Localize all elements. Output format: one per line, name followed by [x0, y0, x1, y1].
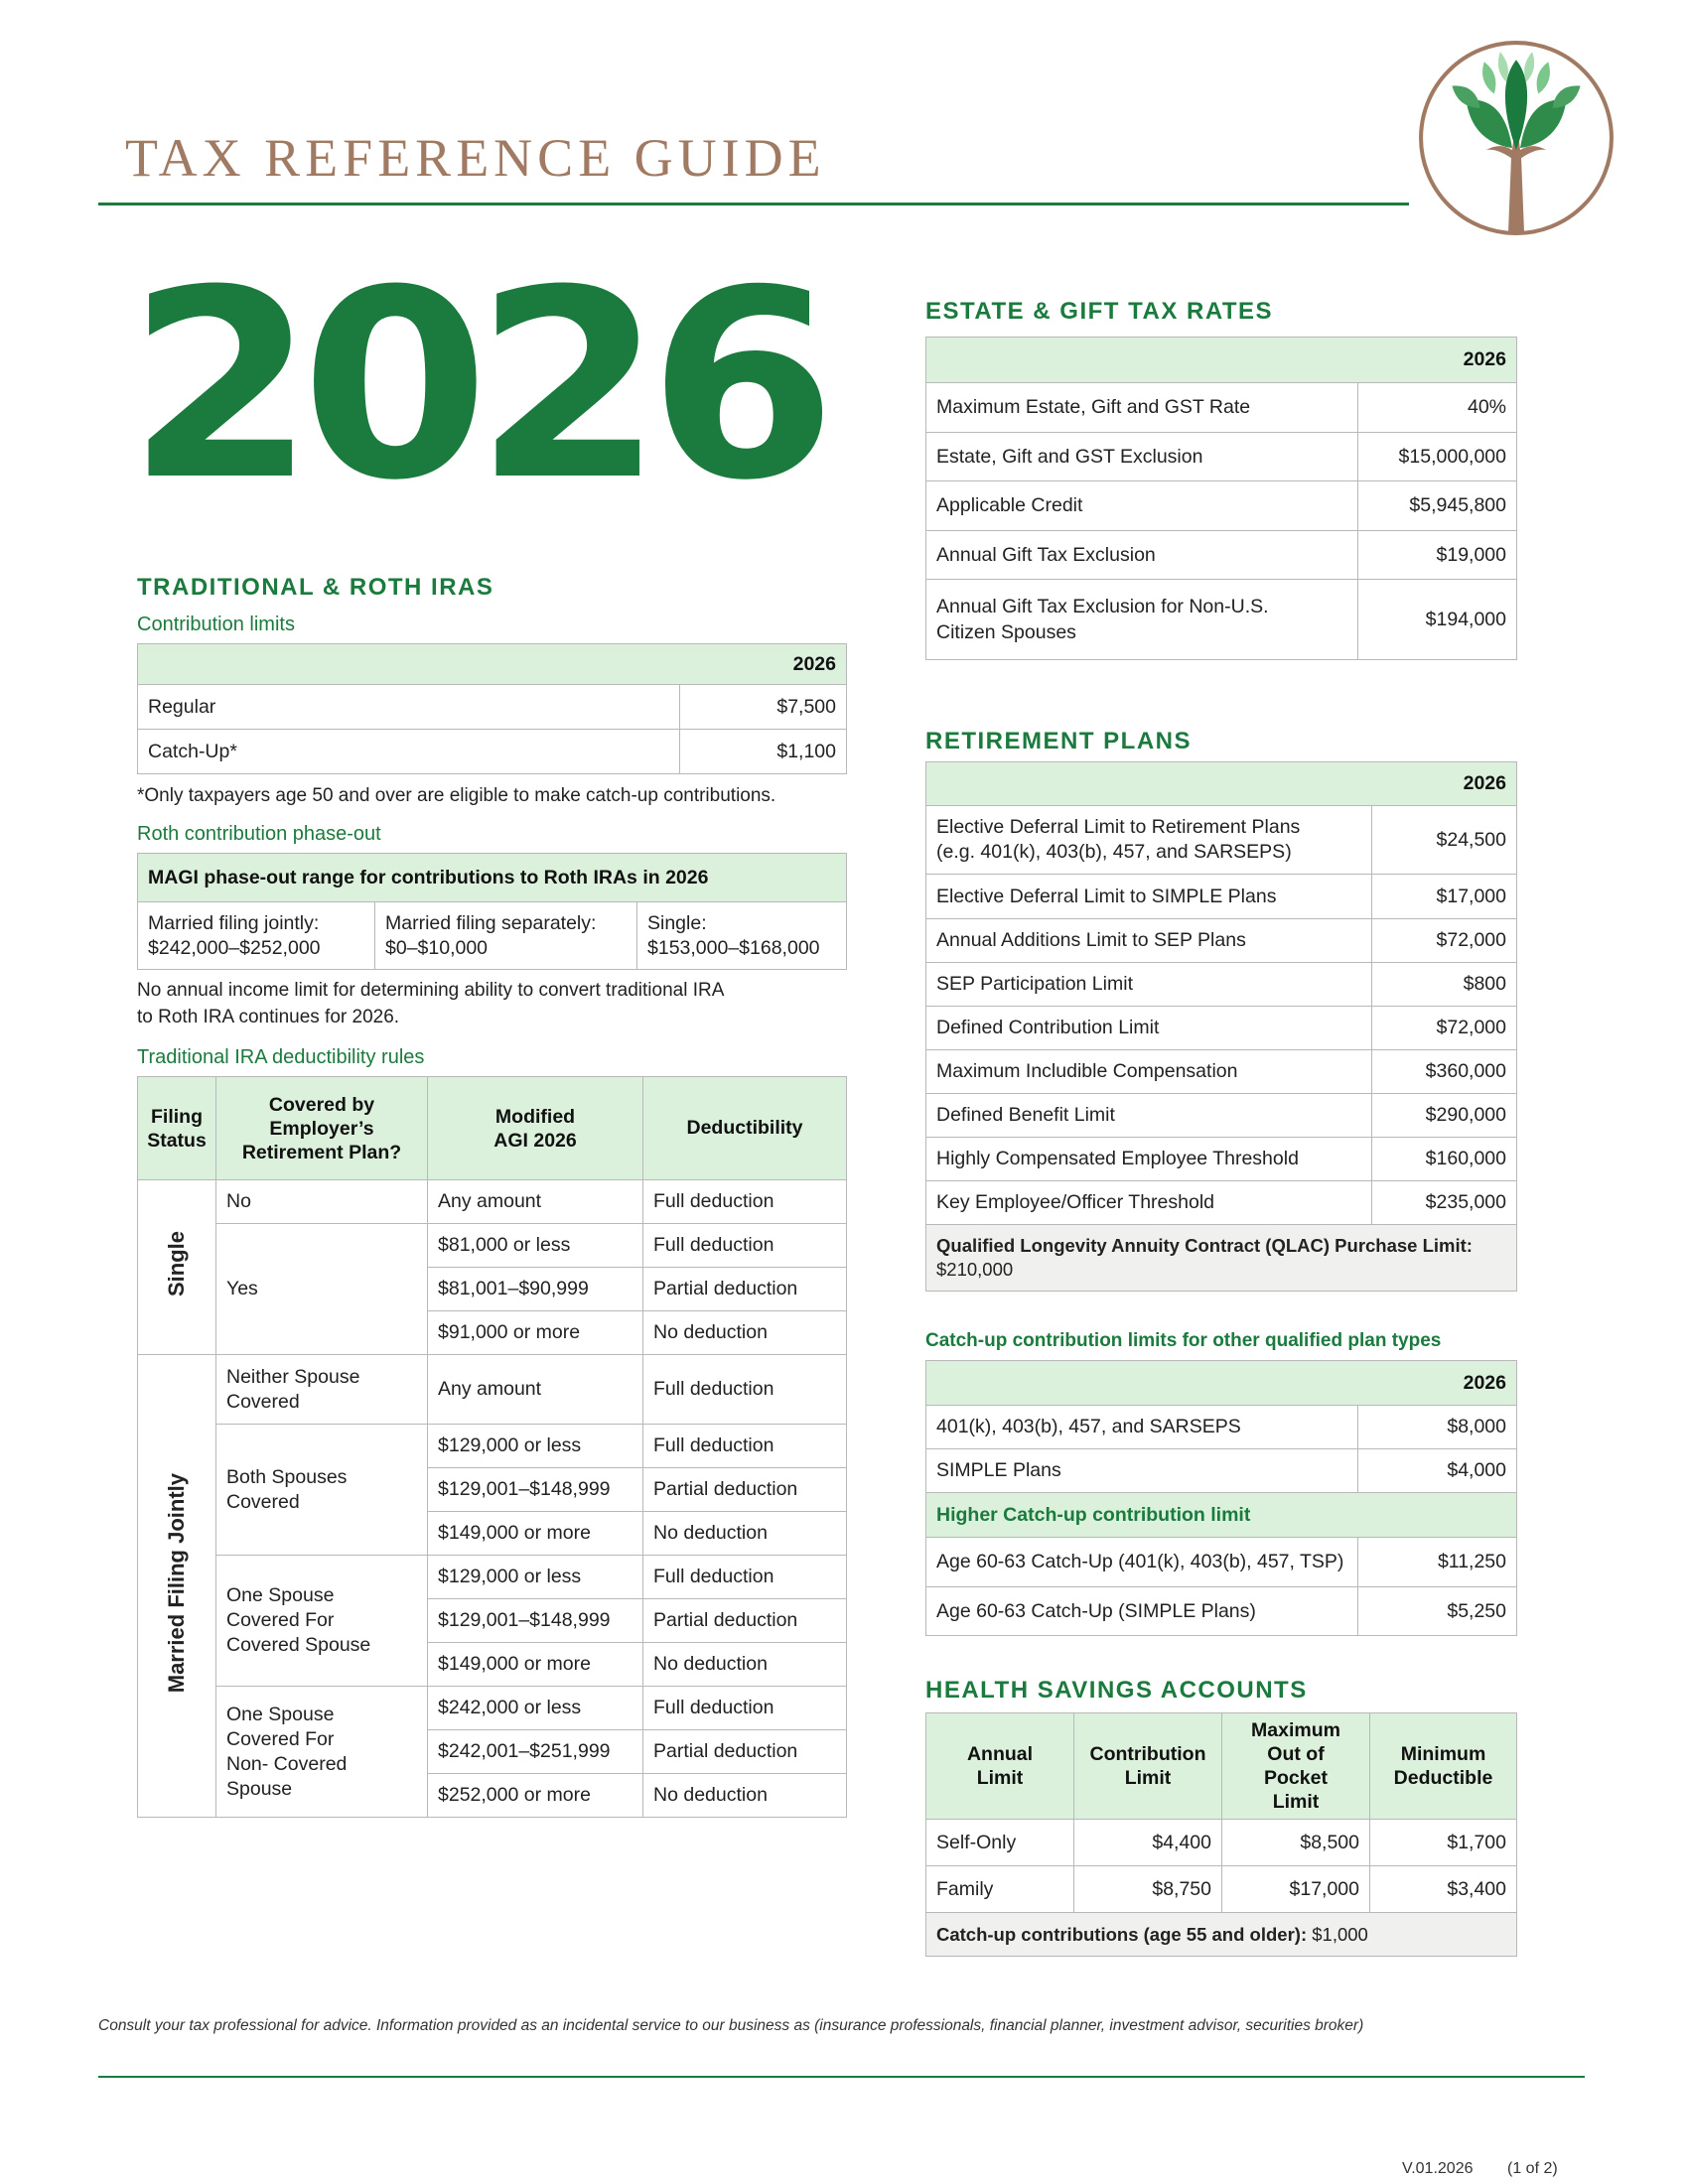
catchup-row-value: $5,250: [1358, 1587, 1517, 1636]
retirement-row-value: $24,500: [1372, 806, 1517, 875]
retirement-row-value: $800: [1372, 963, 1517, 1007]
deductibility-table: [137, 1076, 847, 1818]
estate-row-label: Annual Gift Tax Exclusion: [926, 531, 1358, 580]
version-label: V.01.2026: [1402, 2160, 1474, 2177]
title-divider: [98, 203, 1409, 205]
hsa-max-value: $17,000: [1222, 1866, 1370, 1913]
hsa-contribution-header: [1074, 1713, 1222, 1820]
deductibility-header: Deductibility: [643, 1077, 847, 1180]
retirement-row-value: $17,000: [1372, 875, 1517, 919]
roth-single-cell: [637, 902, 847, 970]
hsa-contribution-value: $8,750: [1074, 1866, 1222, 1913]
roth-single-range: $153,000–$168,000: [647, 936, 820, 959]
hsa-header-line: Out of: [1267, 1743, 1325, 1765]
deduction-cell: No deduction: [643, 1311, 847, 1355]
covered-line: Neither Spouse: [226, 1365, 360, 1388]
agi-cell: $91,000 or more: [428, 1311, 643, 1355]
estate-row-value: $5,945,800: [1358, 481, 1517, 531]
hsa-header-line: Minimum: [1400, 1743, 1486, 1765]
estate-year-header: 2026: [926, 338, 1517, 383]
deduction-cell: Full deduction: [643, 1355, 847, 1425]
agi-cell: $129,000 or less: [428, 1556, 643, 1599]
hsa-section-title: HEALTH SAVINGS ACCOUNTS: [925, 1677, 1308, 1704]
retirement-row-label: Maximum Includible Compensation: [926, 1050, 1372, 1094]
deduction-cell: Partial deduction: [643, 1730, 847, 1774]
covered-cell: Yes: [216, 1224, 428, 1355]
hsa-row-label: Family: [926, 1866, 1074, 1913]
hsa-contribution-value: $4,400: [1074, 1820, 1222, 1866]
deduction-cell: No deduction: [643, 1512, 847, 1556]
qlac-value: $210,000: [936, 1259, 1014, 1280]
covered-line: One Spouse: [226, 1584, 335, 1606]
roth-mfj-range: $242,000–$252,000: [148, 936, 321, 959]
covered-line: Spouse: [226, 1777, 293, 1800]
retirement-section-title: RETIREMENT PLANS: [925, 728, 1193, 754]
agi-cell: $242,000 or less: [428, 1687, 643, 1730]
catchup-row-label: 401(k), 403(b), 457, and SARSEPS: [926, 1406, 1358, 1449]
estate-row-label: [926, 580, 1358, 660]
regular-value: $7,500: [680, 685, 847, 730]
catchup-row-label: Age 60-63 Catch-Up (401(k), 403(b), 457, TSP): [926, 1538, 1358, 1587]
estate-section-title: ESTATE & GIFT TAX RATES: [925, 298, 1274, 325]
magi-header-line-1: Modified: [494, 1105, 576, 1128]
hsa-catchup-cell: [926, 1913, 1517, 1957]
deduction-cell: Full deduction: [643, 1180, 847, 1224]
roth-phaseout-header: MAGI phase-out range for contributions to Roth IRAs in 2026: [138, 854, 847, 902]
hsa-header-line: Maximum: [1251, 1719, 1340, 1741]
filing-header-line-2: Status: [147, 1129, 207, 1152]
retirement-row-label: Annual Additions Limit to SEP Plans: [926, 919, 1372, 963]
deductibility-subtitle: Traditional IRA deductibility rules: [137, 1046, 425, 1068]
agi-cell: Any amount: [428, 1355, 643, 1425]
contribution-limits-subtitle: Contribution limits: [137, 614, 295, 635]
hsa-annual-header: [926, 1713, 1074, 1820]
deduction-cell: No deduction: [643, 1774, 847, 1818]
deduction-cell: Full deduction: [643, 1556, 847, 1599]
mfj-status-cell: [138, 1355, 216, 1818]
retirement-label-line: (e.g. 401(k), 403(b), 457, and SARSEPS): [936, 841, 1292, 863]
retirement-table: [925, 761, 1517, 1292]
agi-cell: Any amount: [428, 1180, 643, 1224]
retirement-row-label: SEP Participation Limit: [926, 963, 1372, 1007]
hsa-header-line: Limit: [976, 1767, 1024, 1789]
covered-line: Covered For: [226, 1609, 335, 1631]
catchup-label: Catch-Up*: [138, 730, 680, 774]
hsa-max-value: $8,500: [1222, 1820, 1370, 1866]
agi-cell: $129,001–$148,999: [428, 1599, 643, 1643]
retirement-row-value: $72,000: [1372, 919, 1517, 963]
catchup-year-header: 2026: [926, 1361, 1517, 1406]
higher-catchup-label: Higher Catch-up contribution limit: [926, 1493, 1517, 1538]
roth-mfs-range: $0–$10,000: [385, 936, 489, 959]
regular-label: Regular: [138, 685, 680, 730]
convert-note-line-2: to Roth IRA continues for 2026.: [137, 1007, 400, 1027]
hsa-header-line: Annual: [966, 1743, 1034, 1765]
roth-phaseout-table: [137, 853, 847, 970]
roth-mfs-label: Married filing separately:: [385, 911, 597, 934]
qlac-cell: [926, 1225, 1517, 1292]
catchup-value: $1,100: [680, 730, 847, 774]
covered-cell: No: [216, 1180, 428, 1224]
covered-line: Covered For: [226, 1727, 335, 1750]
deduction-cell: Partial deduction: [643, 1268, 847, 1311]
hsa-catchup-value: $1,000: [1312, 1923, 1368, 1945]
estate-row-value: $194,000: [1358, 580, 1517, 660]
estate-label-line: Citizen Spouses: [936, 621, 1076, 643]
single-status-cell: [138, 1180, 216, 1355]
retirement-row-value: $360,000: [1372, 1050, 1517, 1094]
covered-header-line-1: Covered by: [268, 1093, 375, 1116]
retirement-label-line: Elective Deferral Limit to Retirement Plans: [936, 816, 1301, 838]
catchup-row-value: $4,000: [1358, 1449, 1517, 1493]
roth-mfj-cell: [138, 902, 375, 970]
hsa-header-line: Deductible: [1393, 1767, 1493, 1789]
magi-header-line-2: AGI 2026: [493, 1129, 577, 1152]
covered-line: Covered: [226, 1390, 300, 1413]
hsa-table: [925, 1712, 1517, 1957]
hsa-catchup-label: Catch-up contributions (age 55 and older):: [936, 1923, 1308, 1945]
hsa-row-label: Self-Only: [926, 1820, 1074, 1866]
qlac-label: Qualified Longevity Annuity Contract (QLAC) Purchase Limit:: [936, 1235, 1473, 1256]
contribution-year-header: 2026: [138, 644, 847, 685]
deduction-cell: Full deduction: [643, 1425, 847, 1468]
covered-line: Non- Covered: [226, 1752, 348, 1775]
year-heading: 2026: [127, 234, 823, 537]
hsa-header-line: Contribution: [1089, 1743, 1206, 1765]
covered-header-line-2: Employer’s: [269, 1117, 374, 1140]
covered-header-line-3: Retirement Plan?: [241, 1141, 402, 1163]
single-label: Single: [164, 1231, 189, 1297]
retirement-row-value: $235,000: [1372, 1181, 1517, 1225]
hsa-max-oop-header: [1222, 1713, 1370, 1820]
covered-cell: [216, 1687, 428, 1818]
hsa-header-line: Limit: [1124, 1767, 1172, 1789]
retirement-row-label: Defined Benefit Limit: [926, 1094, 1372, 1138]
catchup-table: [925, 1360, 1517, 1636]
footer-divider: [98, 2076, 1585, 2078]
covered-cell: [216, 1425, 428, 1556]
roth-single-label: Single:: [647, 911, 707, 934]
estate-row-label: Applicable Credit: [926, 481, 1358, 531]
estate-row-value: $15,000,000: [1358, 433, 1517, 481]
covered-line: Covered: [226, 1490, 300, 1513]
covered-cell: [216, 1556, 428, 1687]
deduction-cell: No deduction: [643, 1643, 847, 1687]
estate-row-label: Maximum Estate, Gift and GST Rate: [926, 383, 1358, 433]
retirement-row-label: Highly Compensated Employee Threshold: [926, 1138, 1372, 1181]
retirement-row-value: $290,000: [1372, 1094, 1517, 1138]
agi-cell: $242,001–$251,999: [428, 1730, 643, 1774]
estate-row-value: 40%: [1358, 383, 1517, 433]
roth-mfj-label: Married filing jointly:: [148, 911, 320, 934]
deduction-cell: Full deduction: [643, 1224, 847, 1268]
covered-line: One Spouse: [226, 1703, 335, 1725]
ira-section-title: TRADITIONAL & ROTH IRAS: [137, 574, 494, 601]
hsa-header-line: Limit: [1272, 1791, 1320, 1813]
roth-mfs-cell: [375, 902, 637, 970]
convert-note: [137, 977, 724, 1030]
mfj-label: Married Filing Jointly: [164, 1472, 189, 1694]
deduction-cell: Partial deduction: [643, 1468, 847, 1512]
filing-header-line-1: Filing: [151, 1105, 203, 1128]
hsa-min-value: $3,400: [1370, 1866, 1517, 1913]
estate-table: [925, 337, 1517, 660]
tree-logo-icon: [1416, 38, 1617, 238]
retirement-row-label: Elective Deferral Limit to SIMPLE Plans: [926, 875, 1372, 919]
filing-status-header: [138, 1077, 216, 1180]
page-number: (1 of 2): [1507, 2160, 1558, 2177]
catchup-row-label: Age 60-63 Catch-Up (SIMPLE Plans): [926, 1587, 1358, 1636]
agi-cell: $129,000 or less: [428, 1425, 643, 1468]
covered-line: Both Spouses: [226, 1465, 348, 1488]
hsa-min-deductible-header: [1370, 1713, 1517, 1820]
agi-cell: $149,000 or more: [428, 1512, 643, 1556]
disclaimer: Consult your tax professional for advice. Information provided as an incidental service to our business as (insurance professionals, financial planner, investment advisor, securities broker): [98, 2017, 1364, 2034]
hsa-header-line: Pocket: [1264, 1767, 1328, 1789]
convert-note-line-1: No annual income limit for determining ability to convert traditional IRA: [137, 980, 725, 1001]
catchup-row-label: SIMPLE Plans: [926, 1449, 1358, 1493]
estate-label-line: Annual Gift Tax Exclusion for Non-U.S.: [936, 596, 1269, 617]
covered-header: [216, 1077, 428, 1180]
agi-cell: $81,000 or less: [428, 1224, 643, 1268]
agi-cell: $149,000 or more: [428, 1643, 643, 1687]
ira-contribution-table: [137, 643, 847, 774]
agi-cell: $81,001–$90,999: [428, 1268, 643, 1311]
hsa-min-value: $1,700: [1370, 1820, 1517, 1866]
magi-header: [428, 1077, 643, 1180]
catchup-row-value: $8,000: [1358, 1406, 1517, 1449]
agi-cell: $252,000 or more: [428, 1774, 643, 1818]
estate-row-value: $19,000: [1358, 531, 1517, 580]
catchup-subtitle: Catch-up contribution limits for other qualified plan types: [925, 1330, 1442, 1351]
deduction-cell: Full deduction: [643, 1687, 847, 1730]
roth-phaseout-subtitle: Roth contribution phase-out: [137, 823, 381, 845]
agi-cell: $129,001–$148,999: [428, 1468, 643, 1512]
covered-line: Covered Spouse: [226, 1634, 371, 1656]
retirement-year-header: 2026: [926, 762, 1517, 806]
deduction-cell: Partial deduction: [643, 1599, 847, 1643]
retirement-row-value: $72,000: [1372, 1007, 1517, 1050]
estate-row-label: Estate, Gift and GST Exclusion: [926, 433, 1358, 481]
retirement-row-label: Key Employee/Officer Threshold: [926, 1181, 1372, 1225]
retirement-row-value: $160,000: [1372, 1138, 1517, 1181]
retirement-row-label: [926, 806, 1372, 875]
page-title: TAX REFERENCE GUIDE: [125, 128, 826, 188]
catchup-row-value: $11,250: [1358, 1538, 1517, 1587]
catchup-footnote: *Only taxpayers age 50 and over are eligible to make catch-up contributions.: [137, 785, 776, 806]
covered-cell: [216, 1355, 428, 1425]
retirement-row-label: Defined Contribution Limit: [926, 1007, 1372, 1050]
